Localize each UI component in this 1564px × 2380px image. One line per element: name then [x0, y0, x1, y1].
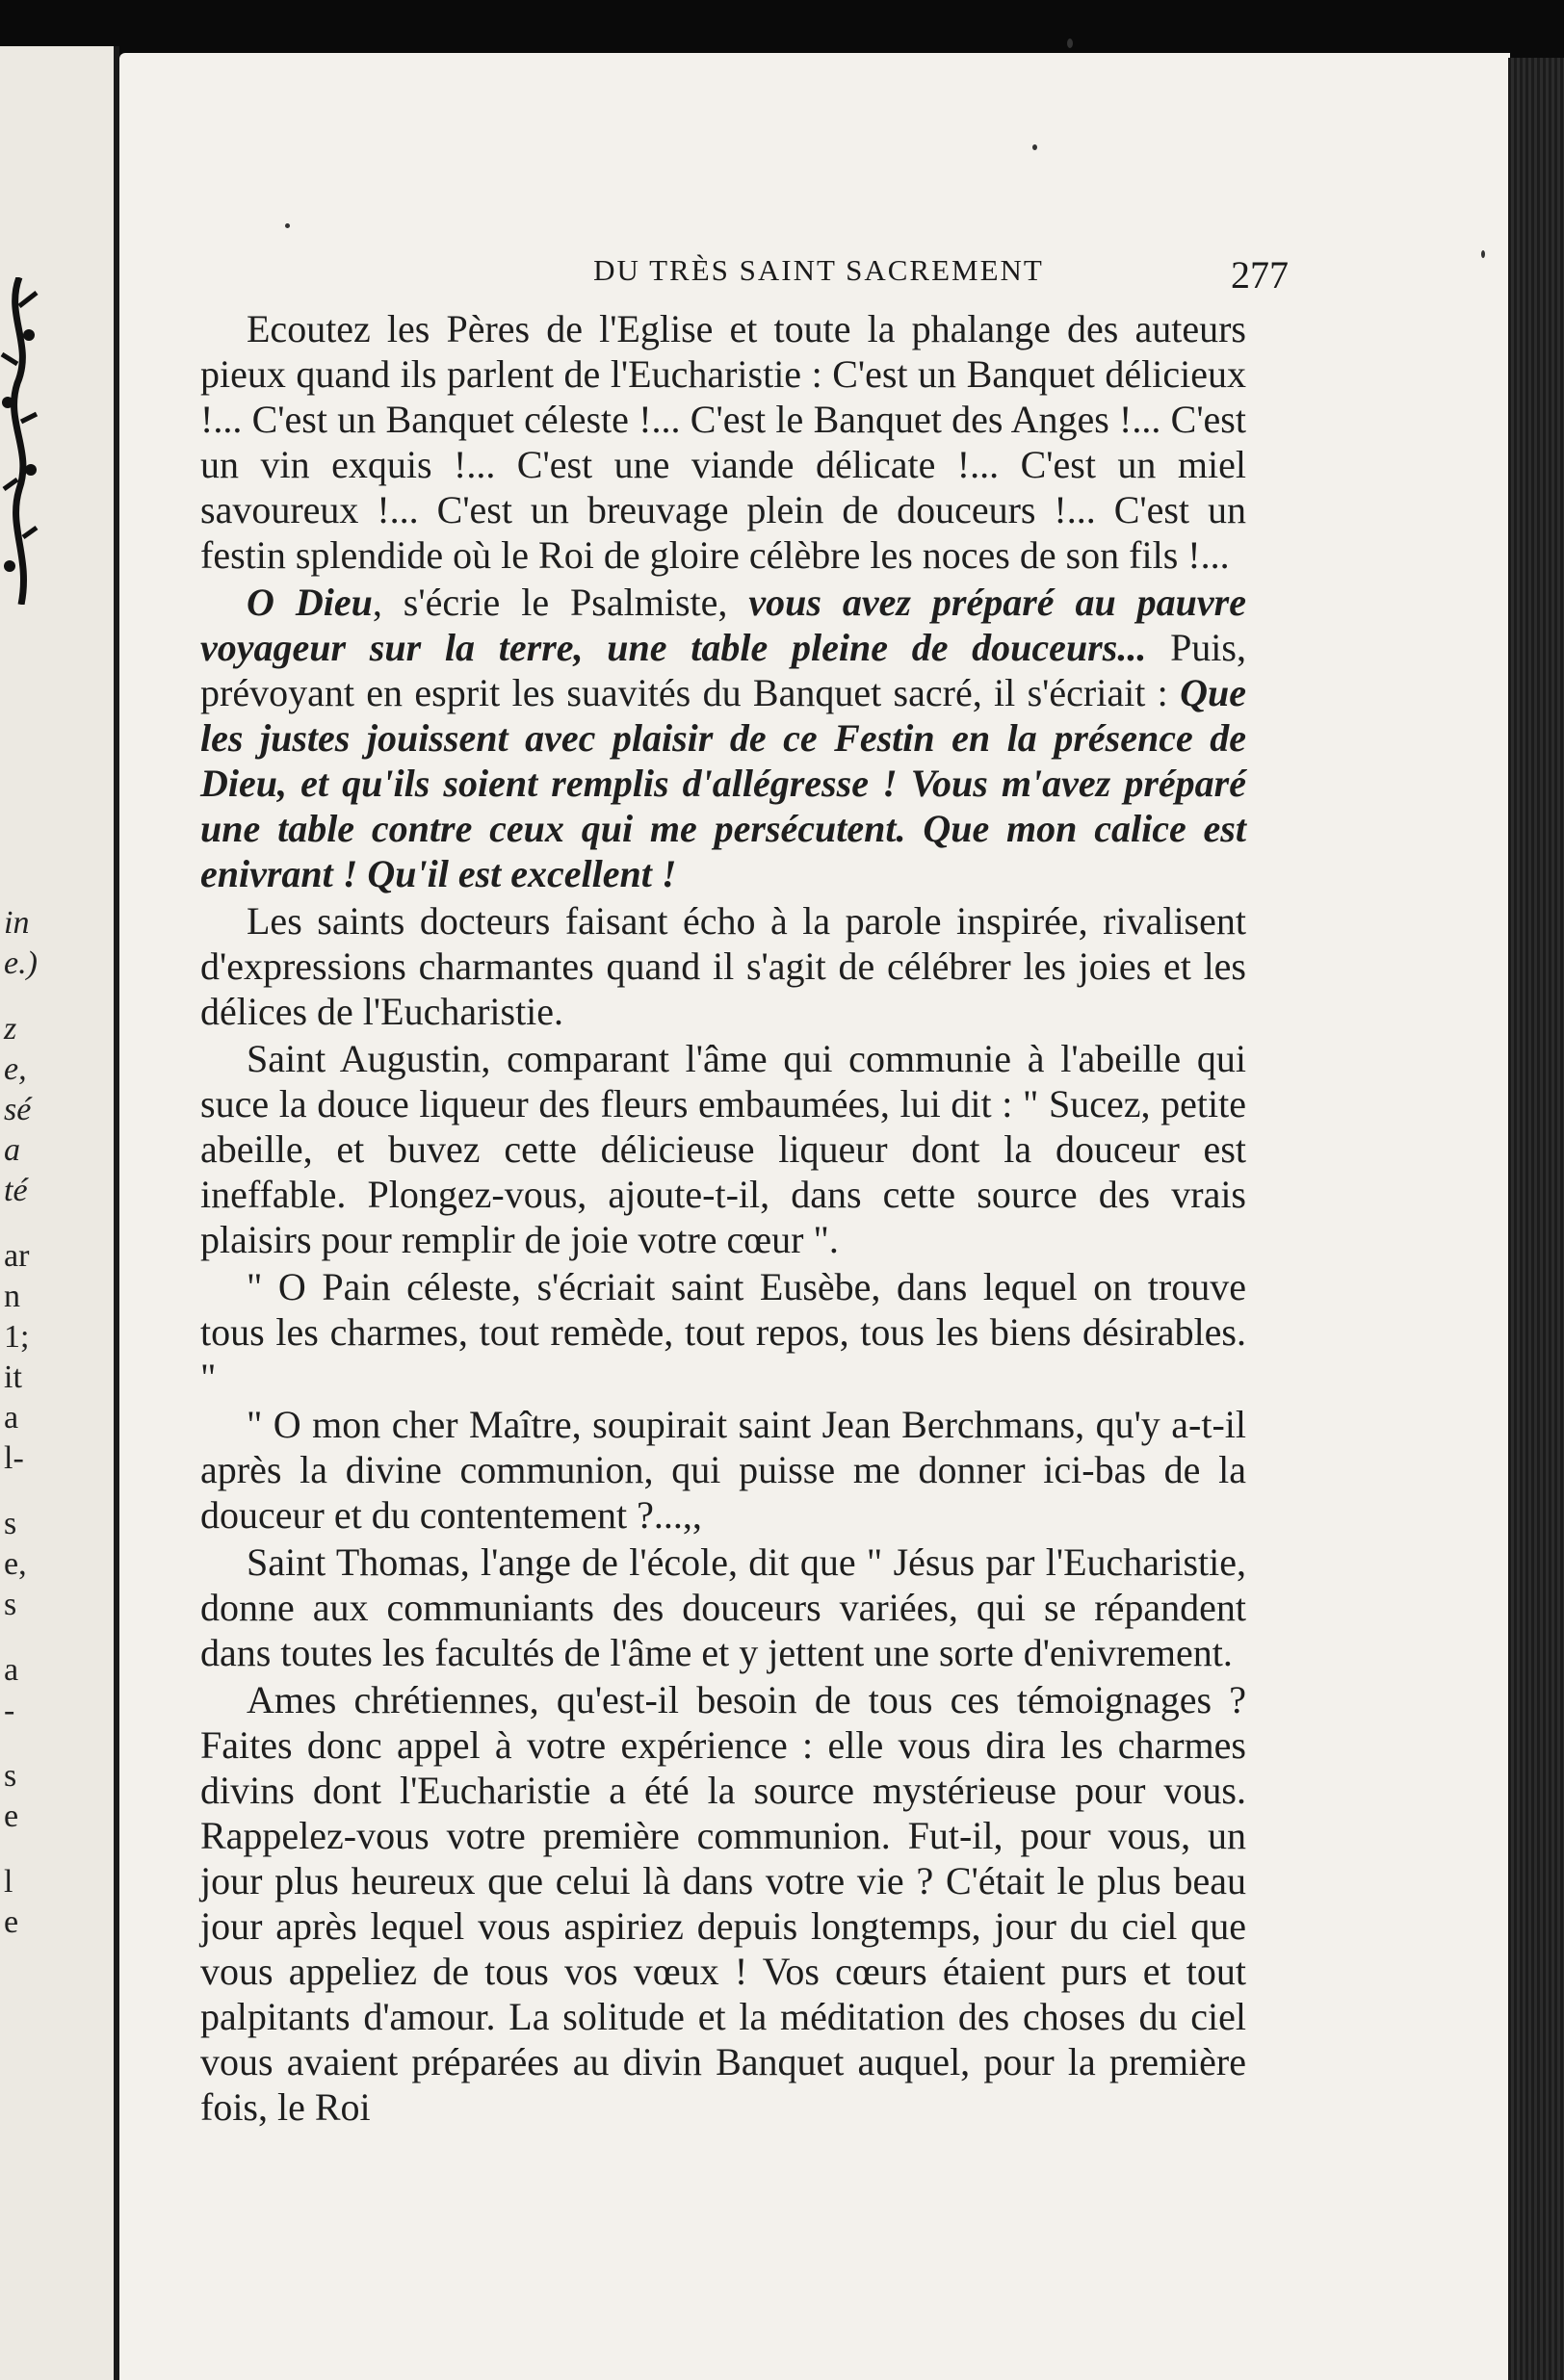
- paragraph: Saint Augustin, comparant l'âme qui communie à l'abeille qui suce la douce liqueur des fleurs embaumées, lui dit : " Sucez, petite abeille, et buvez cette délicieuse liqueur dont la douceur est ineffable. Plongez-vous, ajoute-t-il, dans cette source des vrais plaisirs pour remplir de joie votre cœur ".: [200, 1037, 1246, 1261]
- facing-page-fragment: [4, 1837, 117, 1862]
- body-text: [200, 306, 1246, 2130]
- facing-page-fragment: e: [4, 1904, 19, 1940]
- paragraph: Saint Thomas, l'ange de l'école, dit que " Jésus par l'Eucharistie, donne aux communiants des douceurs variées, qui se répandent dans toutes les facultés de l'âme et y jettent une sorte d'enivrement.: [200, 1540, 1246, 1674]
- page-edges: [1508, 58, 1564, 2380]
- facing-page-fragment: it: [4, 1359, 22, 1395]
- paragraph: Les saints docteurs faisant écho à la parole inspirée, rivalisent d'expressions charmantes quand il s'agit de célébrer les joies et les délices de l'Eucharistie.: [200, 899, 1246, 1033]
- facing-page-fragment: [4, 1211, 117, 1236]
- facing-page-fragment: l: [4, 1864, 13, 1900]
- paragraph: Ames chrétiennes, qu'est-il besoin de tous ces témoignages ? Faites donc appel à votre expérience : elle vous dira les charmes divins dont l'Eucharistie a été la source mystérieuse pour vous. Rappelez-vous votre première communion. Fut-il, pour vous, un jour plus heureux que celui là dans votre vie ? C'était le plus beau jour après lequel vous aspiriez depuis longtemps, jour du ciel que vous appeliez de tous vos vœux ! Vos cœurs étaient purs et tout palpitants d'amour. La solitude et la méditation des choses du ciel vous avaient préparées au divin Banquet auquel, pour la première fois, le Roi: [200, 1678, 1246, 2129]
- italic-phrase: O Dieu: [247, 581, 373, 624]
- facing-page-fragment: l-: [4, 1440, 24, 1476]
- facing-page-fragment: ar: [4, 1238, 30, 1274]
- vine-ornament-icon: [0, 277, 40, 605]
- text-run: Puis, prévoyant en esprit les suavités du Banquet sacré, il s'écriait :: [200, 626, 1246, 714]
- running-head: DU TRÈS SAINT SACREMENT: [593, 253, 1044, 287]
- facing-page-fragment: 1;: [4, 1319, 30, 1355]
- facing-page-fragment: a: [4, 1132, 20, 1168]
- facing-page-fragment: a: [4, 1400, 19, 1436]
- facing-page-fragment: s: [4, 1587, 17, 1622]
- paragraph: " O mon cher Maître, soupirait saint Jean Berchmans, qu'y a-t-il après la divine communion, qui puisse me donner ici-bas de la douceur et du contentement ?...,,: [200, 1403, 1246, 1537]
- paragraph: Ecoutez les Pères de l'Eglise et toute la phalange des auteurs pieux quand ils parlent de l'Eucharistie : C'est un Banquet délicieux !... C'est un Banquet céleste !... C'est le Banquet des Anges !... C'est un vin exquis !... C'est une viande délicate !... C'est un miel savoureux !... C'est un breuvage plein de douceurs !... C'est un festin splendide où le Roi de gloire célèbre les noces de son fils !...: [200, 307, 1246, 577]
- facing-page-fragment: sé: [4, 1092, 32, 1127]
- facing-page-fragment: a: [4, 1652, 19, 1688]
- facing-page-fragment: [4, 1625, 117, 1650]
- page-number: 277: [1231, 253, 1289, 297]
- facing-page-fragment: e,: [4, 1051, 27, 1087]
- facing-page-fragment: in: [4, 905, 30, 941]
- paragraph: [200, 580, 1246, 896]
- facing-page-fragment: e,: [4, 1546, 27, 1582]
- facing-page-fragment: s: [4, 1506, 17, 1541]
- facing-page-fragment: [4, 984, 117, 1009]
- psalm-quote: Que les justes jouissent avec plaisir de ce Festin en la présence de Dieu, et qu'ils soient remplis d'allégresse ! Vous m'avez préparé une table contre ceux qui me persécutent. Que mon calice est enivrant ! Qu'il est excellent !: [200, 671, 1246, 895]
- facing-page-fragment: z: [4, 1011, 17, 1047]
- facing-page-fragment: té: [4, 1173, 28, 1208]
- facing-page-fragment: n: [4, 1279, 20, 1314]
- psalm-quote: vous avez préparé au pauvre voyageur sur la terre, une table pleine de douceurs...: [200, 581, 1246, 669]
- facing-page: [0, 46, 119, 2380]
- facing-page-fragment: e: [4, 1798, 19, 1834]
- text-run: , s'écrie le Psalmiste,: [372, 581, 749, 624]
- facing-page-text-fragments: [0, 903, 117, 1943]
- facing-page-fragment: s: [4, 1758, 17, 1794]
- facing-page-fragment: e.): [4, 945, 38, 981]
- facing-page-fragment: [4, 1479, 117, 1504]
- facing-page-fragment: [4, 1731, 117, 1756]
- facing-page-fragment: -: [4, 1693, 15, 1728]
- paragraph: " O Pain céleste, s'écriait saint Eusèbe, dans lequel on trouve tous les charmes, tout remède, tout repos, tous les biens désirables. ": [200, 1265, 1246, 1399]
